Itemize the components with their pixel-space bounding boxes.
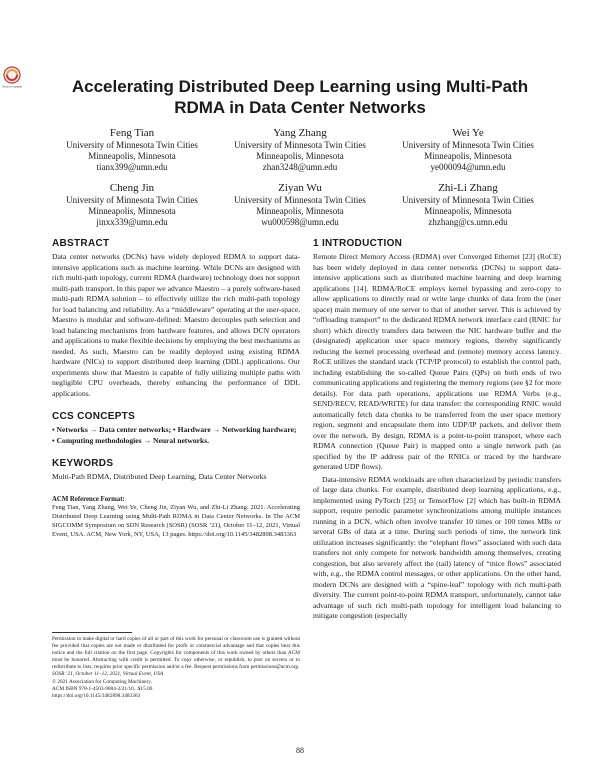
author-email[interactable]: ye000094@umn.edu — [430, 162, 506, 172]
author-affiliation: University of Minnesota Twin Cities — [402, 195, 534, 205]
introduction-paragraph-2: Data-intensive RDMA workloads are often characterized by periodic transfers of large data chunks. For example, distributed deep learning applications, e.g., implemented using PyTorch [25] or TensorFlow [2] which has built-in RDMA support, require periodic parameter synchronizations among multiple instances running in a DCN, which often involve transfer 10 times or 100 times MBs or several GBs of data at a time. During such periods of time, the network link utilization increases significantly: the “elephant flows” associated with such data transfers not only compete for network bandwidth among themselves, creating congestion, but also severely affect the (tail) latency of “mice flows” associated with, e.g., the RDMA control messages, or other applications. On the other hand, modern DCNs are designed with a “spine-leaf” topology with rich multi-path diversity. The current point-to-point RDMA transport, unfortunately, cannot take advantage of such rich multi-path topology for intelligent load balancing to mitigate congestion (especially — [313, 474, 561, 620]
author-6 — [384, 181, 552, 228]
author-email[interactable]: zhan3248@umn.edu — [262, 162, 338, 172]
author-affiliation: University of Minnesota Twin Cities — [66, 140, 198, 150]
author-name: Wei Ye — [452, 127, 484, 139]
copyright-line: © 2021 Association for Computing Machinery. — [52, 678, 152, 685]
author-email[interactable]: jinxx339@umn.edu — [96, 217, 168, 227]
permission-text: Permission to make digital or hard copies of all or part of this work for personal or classroom use is granted without fee provided that copies are not made or distributed for profit or commercial advantage and that copies bear this notice and the full citation on the first page. Copyrights for components of this work owned by others than ACM must be honored. Abstracting with credit is permitted. To copy otherwise, or republish, to post on servers or to redistribute to lists, requires prior specific permission and/or a fee. Request permissions from permissions@acm.org. — [52, 636, 300, 671]
doi-link[interactable]: https://doi.org/10.1145/3482898.3483363 — [52, 692, 141, 699]
author-3 — [384, 126, 552, 173]
author-location: Minneapolis, Minnesota — [88, 206, 176, 216]
author-location: Minneapolis, Minnesota — [256, 151, 344, 161]
permission-footnote — [52, 632, 300, 700]
author-name: Ziyan Wu — [278, 182, 322, 194]
author-5 — [216, 181, 384, 228]
introduction-paragraph-1: Remote Direct Memory Access (RDMA) over Converged Ethernet [23] (RoCE) has been widely deployed in data center networks (DCNs) to support data-intensive applications such as distributed machine learning and deep learning applications [14]. RDMA/RoCE employs kernel bypassing and zero-copy to allow applications to directly read or write large chunks of data from the (user space) main memory of one server to that of another server. This is achieved by “offloading transport” to the dedicated RDMA network interface card (RNIC for short) which directly transfers data between the NIC hardware buffer and the (designated) application user space memory regions, thereby significantly reducing the kernel processing overhead and (remote) memory access latency. RoCE utilizes the standard stack (TCP/IP protocol) to establish the control path, including establishing the so-called Queue Pairs (QPs) on both ends of two communicating applications and registering the memory regions (see §2 for more details). For data path operations, applications use RDMA Verbs (e.g., SEND/RECV, READ/WRITE) for data transfer: the corresponding RNIC would automatically fetch data chunks to be transferred from the user space memory region, segment and encapsulate them into UDP/IP packets, and deliver them over the network. By design, RDMA is a point-to-point transport, where each RDMA connection (Queue Pair) is mapped onto a single network path (as specified by the IP address pair of the RNICs or traced by the hardware generated UDP flows). — [313, 252, 561, 471]
author-location: Minneapolis, Minnesota — [424, 151, 512, 161]
footnote-rule — [52, 632, 132, 633]
author-name: Feng Tian — [109, 127, 155, 139]
left-column — [52, 238, 300, 539]
check-for-updates-badge[interactable] — [2, 66, 22, 92]
check-for-updates-icon — [2, 66, 22, 92]
author-affiliation: University of Minnesota Twin Cities — [234, 195, 366, 205]
ccs-text: • Networks → Data center networks; • Hardware → Networking hardware; • Computing methodologies → Neural networks. — [52, 425, 297, 445]
author-name: Cheng Jin — [109, 182, 155, 194]
ccs-section — [52, 411, 300, 446]
abstract-heading: ABSTRACT — [52, 238, 110, 249]
badge-text: Check for updates — [2, 85, 22, 89]
author-affiliation: University of Minnesota Twin Cities — [234, 140, 366, 150]
author-block — [48, 126, 552, 228]
right-column — [313, 238, 561, 622]
reference-heading: ACM Reference Format: — [52, 495, 125, 503]
author-2 — [216, 126, 384, 173]
paper-title: Accelerating Distributed Deep Learning using Multi-Path RDMA in Data Center Networks — [71, 77, 529, 117]
abstract-text: Data center networks (DCNs) have widely deployed RDMA to support data-intensive applications such as machine learning. While DCNs are designed with rich multi-path topology, current RDMA (hardware) technology does not support multi-path transport. In this paper we advance Maestro – a purely software-based multi-path RDMA solution – to effectively utilize the rich multi-path topology for load balancing and reliability. As a “middleware” operating at the user-space, Maestro is modular and software-defined: Maestro decouples path selection and load balancing mechanisms from hardware features, and allows DCN operators and applications to make flexible decisions by employing the best mechanisms as needed. As such, Maestro can be readily deployed using existing RDMA hardware (NICs) to support distributed deep learning (DDL) applications. Our experiments show that Maestro is capable of fully utilizing multiple paths with negligible CPU overheads, thereby enhancing the performance of DDL applications. — [52, 252, 300, 398]
author-4 — [48, 181, 216, 228]
author-location: Minneapolis, Minnesota — [424, 206, 512, 216]
introduction-heading: 1 INTRODUCTION — [313, 238, 403, 249]
author-email[interactable]: tianx399@umn.edu — [96, 162, 168, 172]
keywords-text: Multi-Path RDMA, Distributed Deep Learning, Data Center Networks — [52, 472, 267, 481]
ccs-heading: CCS CONCEPTS — [52, 411, 136, 422]
author-email[interactable]: wu000598@umn.edu — [261, 217, 339, 227]
reference-text: Feng Tian, Yang Zhang, Wei Ye, Cheng Jin, Ziyan Wu, and Zhi-Li Zhang. 2021. Accelerating Distributed Deep Learning using Multi-Path RDMA in Data Center Networks. In The ACM SIGCOMM Symposium on SDN Research (SOSR) (SOSR ’21), October 11–12, 2021, Virtual Event, USA. ACM, New York, NY, USA, 13 pages. https://doi.org/10.1145/3482898.3483363 — [52, 503, 300, 538]
author-affiliation: University of Minnesota Twin Cities — [66, 195, 198, 205]
author-name: Zhi-Li Zhang — [438, 182, 498, 194]
conference-line: SOSR ’21, October 11–12, 2021, Virtual Event, USA — [52, 671, 164, 678]
author-location: Minneapolis, Minnesota — [256, 206, 344, 216]
keywords-heading: KEYWORDS — [52, 458, 114, 469]
isbn-line: ACM ISBN 978-1-4503-9084-2/21/10...$15.00 — [52, 685, 153, 692]
author-location: Minneapolis, Minnesota — [88, 151, 176, 161]
author-email[interactable]: zhzhang@cs.umn.edu — [428, 217, 508, 227]
keywords-section — [52, 458, 300, 483]
author-1 — [48, 126, 216, 173]
page-number: 88 — [296, 746, 304, 755]
author-name: Yang Zhang — [273, 127, 327, 139]
author-affiliation: University of Minnesota Twin Cities — [402, 140, 534, 150]
